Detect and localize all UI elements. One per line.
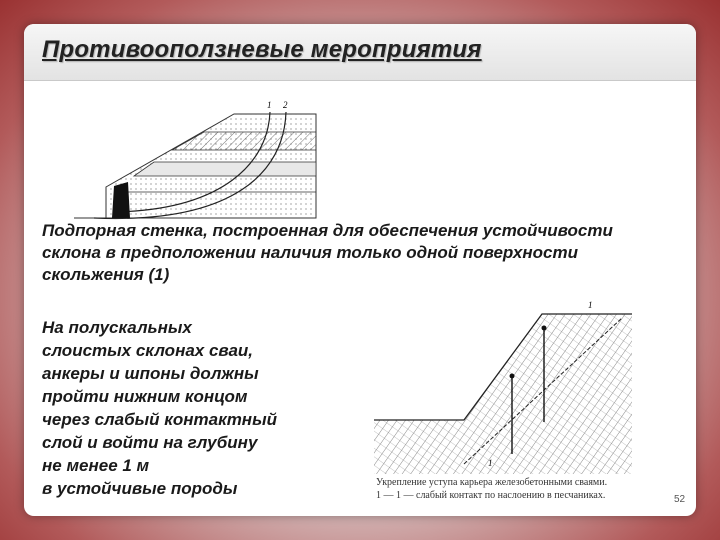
quarry-piles-diagram <box>374 294 674 474</box>
retaining-wall-description: Подпорная стенка, построенная для обеспечения устойчивости склона в предположении наличия только одной поверхности скольжения (1) <box>42 221 613 284</box>
figure2-label-bottom: 1 <box>488 458 493 468</box>
slide <box>24 24 696 516</box>
figure1-label-2: 2 <box>283 100 288 110</box>
retaining-wall-diagram <box>54 92 354 232</box>
slide-title: Противооползневые мероприятия <box>42 36 482 63</box>
figure2-caption: Укрепление уступа карьера железобетонными сваями. 1 — 1 — слабый контакт по наслоению в песчаниках. <box>376 477 608 501</box>
title-bar <box>24 24 696 81</box>
piles-description: На полускальных слоистых склонах сваи, анкеры и шпоны должны пройти нижним концом через слабый контактный слой и войти на глубину не менее 1 м в устойчивые породы <box>42 318 277 498</box>
figure2-label-top: 1 <box>588 300 593 310</box>
page-number: 52 <box>674 494 686 505</box>
figure1-label-1: 1 <box>267 100 272 110</box>
